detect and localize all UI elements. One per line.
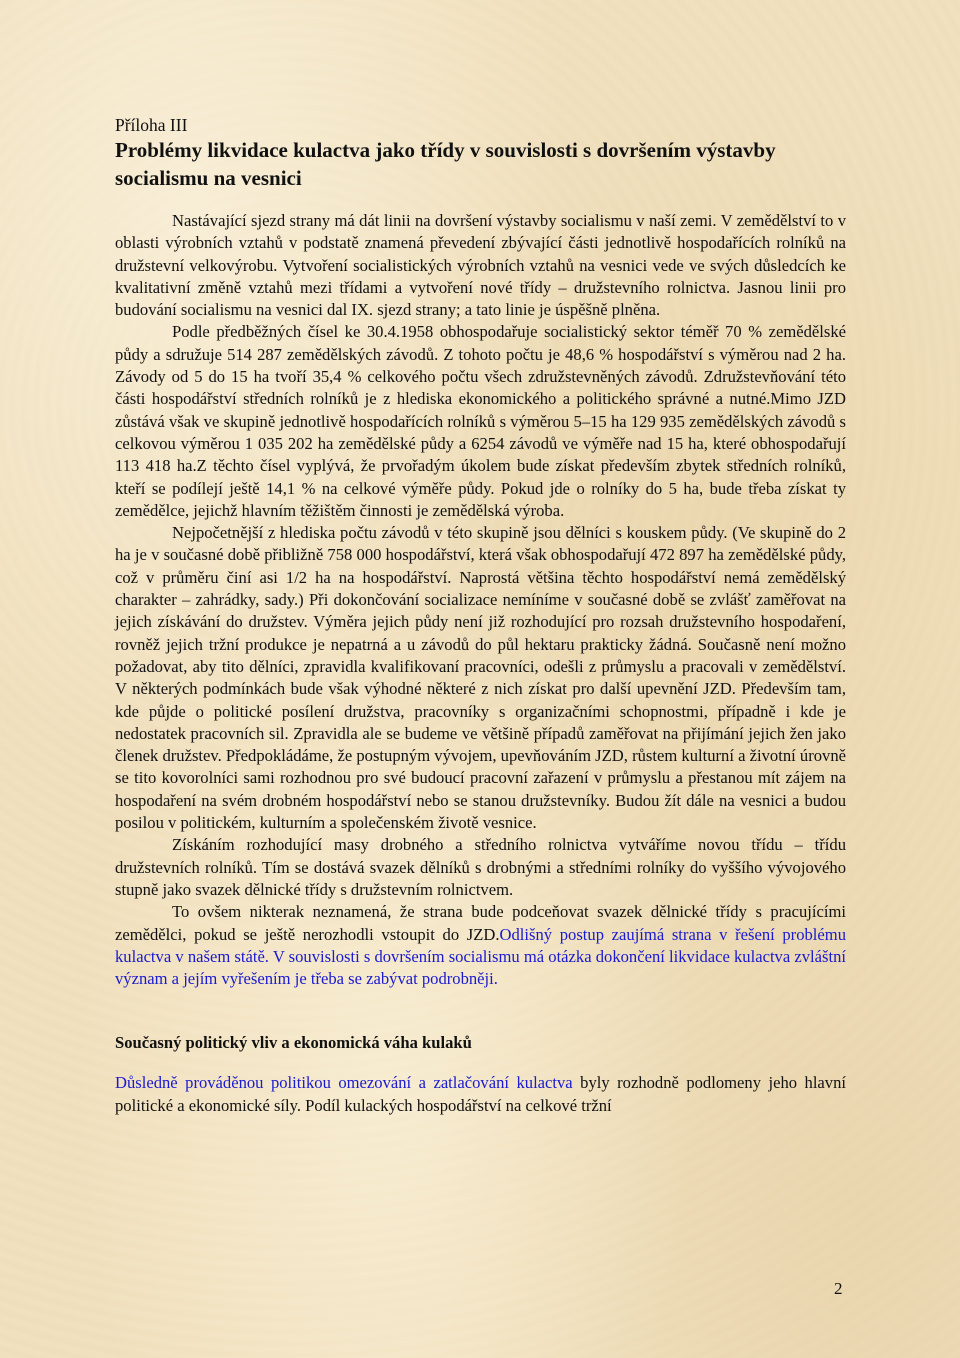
paragraph-4: Získáním rozhodující masy drobného a středního rolnictva vytváříme novou třídu – třídu družstevních rolníků. Tím se dostává svazek dělníků s drobnými a středními rolníky do vyššího vývojového stupně jako svazek dělnické třídy s družstevním rolnictvem. bbox=[115, 835, 846, 899]
page-number: 2 bbox=[834, 1279, 843, 1298]
document-title: Problémy likvidace kulactva jako třídy v souvislosti s dovršením výstavby socialismu na vesnici bbox=[115, 138, 776, 190]
paragraph-6-highlight: Důsledně prováděnou politikou omezování a zatlačování kulactva bbox=[115, 1073, 573, 1093]
paragraph-2: Podle předběžných čísel ke 30.4.1958 obhospodařuje socialistický sektor téměř 70 % zemědělské půdy a sdružuje 514 287 zemědělských závodů. Z tohoto počtu je 48,6 % hospodářství s výměrou nad 2 ha. Závody od 5 do 15 ha tvoří 35,4 % celkového počtu všech združstevněných závodů. Združstevňování této části hospodářství středních rolníků je z hlediska ekonomického a politického správné a nutné.Mimo JZD zůstává však ve skupině jednotlivě hospodařících rolníků s výměrou 5–15 ha 129 935 zemědělských závodů s celkovou výměrou 1 035 202 ha zemědělské půdy a 6254 závodů ve výměře nad 15 ha, které obhospodařují 113 418 ha.Z těchto čísel vyplývá, že prvořadým úkolem bude získat především zbytek středních rolníků, kteří se podílejí ještě 14,1 % na celkové výměře půdy. Pokud jde o rolníky do 5 ha, bude třeba získat ty zemědělce, jejichž hlavním těžištěm činnosti je zemědělská výroba. bbox=[115, 322, 846, 520]
section-heading: Současný politický vliv a ekonomická váha kulaků bbox=[115, 1033, 472, 1053]
paragraph-3: Nejpočetnější z hlediska počtu závodů v této skupině jsou dělníci s kouskem půdy. (Ve skupině do 2 ha je v současné době přibližně 758 000 hospodářství, která však obhospodařují 472 897 ha zemědělské půdy, což v průměru činí asi 1/2 ha na hospodářství. Naprostá většina těchto hospodářství nemá zemědělský charakter – zahrádky, sady.) Při dokončování socializace nemíníme v současné době se zvlášť zaměřovat na jejich získávání do družstev. Výměra jejich půdy není již rozhodující pro rozsah družstevního hospodaření, rovněž jejich tržní produkce je nepatrná a u závodů do půl hektaru prakticky žádná. Současně není možno požadovat, aby tito dělníci, zpravidla kvalifikovaní pracovníci, odešli z průmyslu a pracovali v zemědělství. V některých podmínkách bude však výhodné některé z nich získat pro další upevnění JZD. Především tam, kde půjde o politické posílení družstva, pracovníky s organizačními schopnostmi, případně i kde je nedostatek pracovních sil. Zpravidla ale se budeme ve většině případů zaměřovat na přijímání jejich žen jako členek družstev. Předpokládáme, že postupným vývojem, upevňováním JZD, růstem kulturní a životní úrovně se tito kovorolníci sami rozhodnou pro své budoucí pracovní zařazení v průmyslu a přestanou mít zájem na hospodaření na svém drobném hospodářství nebo se stanou družstevníky. Budou žít dále na vesnici a budou posilou v politickém, kulturním a společenském životě vesnice. bbox=[115, 523, 846, 833]
paragraph-1: Nastávající sjezd strany má dát linii na dovršení výstavby socialismu v naší zemi. V zemědělství to v oblasti výrobních vztahů v podstatě znamená převedení zbývající části jednotlivě hospodařících rolníků na družstevní velkovýrobu. Vytvoření socialistických výrobních vztahů na vesnici vede ve svých důsledcích ke kvalitativní změně vztahů mezi třídami a vytvoření nové třídy – družstevního rolnictva. Jasnou linii pro budování socialismu na vesnici dal IX. sjezd strany; a tato linie je úspěšně plněna. bbox=[115, 211, 846, 320]
section-body bbox=[115, 1072, 846, 1117]
paragraph-5-highlight: Odlišný postup zaujímá strana v řešení problému kulactva v našem státě. V souvislosti s dovršením socialismu má otázka dokončení likvidace kulactva zvláštní význam a jejím vyřešením je třeba se zabývat podrobněji. bbox=[115, 924, 846, 989]
paragraph-6-text: byly rozhodně podlomeny jeho hlavní politické a ekonomické síly. Podíl kulackých hospodářství na celkové tržní bbox=[115, 1073, 846, 1115]
document-body bbox=[115, 210, 846, 990]
appendix-label: Příloha III bbox=[115, 115, 188, 135]
paragraph-5 bbox=[115, 901, 846, 990]
paragraph-6 bbox=[115, 1072, 846, 1117]
paragraph-5-text: To ovšem nikterak neznamená, že strana bude podceňovat svazek dělnické třídy s pracujícími zemědělci, pokud se ještě nerozhodli vstoupit do JZD. bbox=[115, 902, 846, 944]
document-page bbox=[115, 114, 846, 1117]
section-spacer bbox=[115, 990, 846, 1012]
